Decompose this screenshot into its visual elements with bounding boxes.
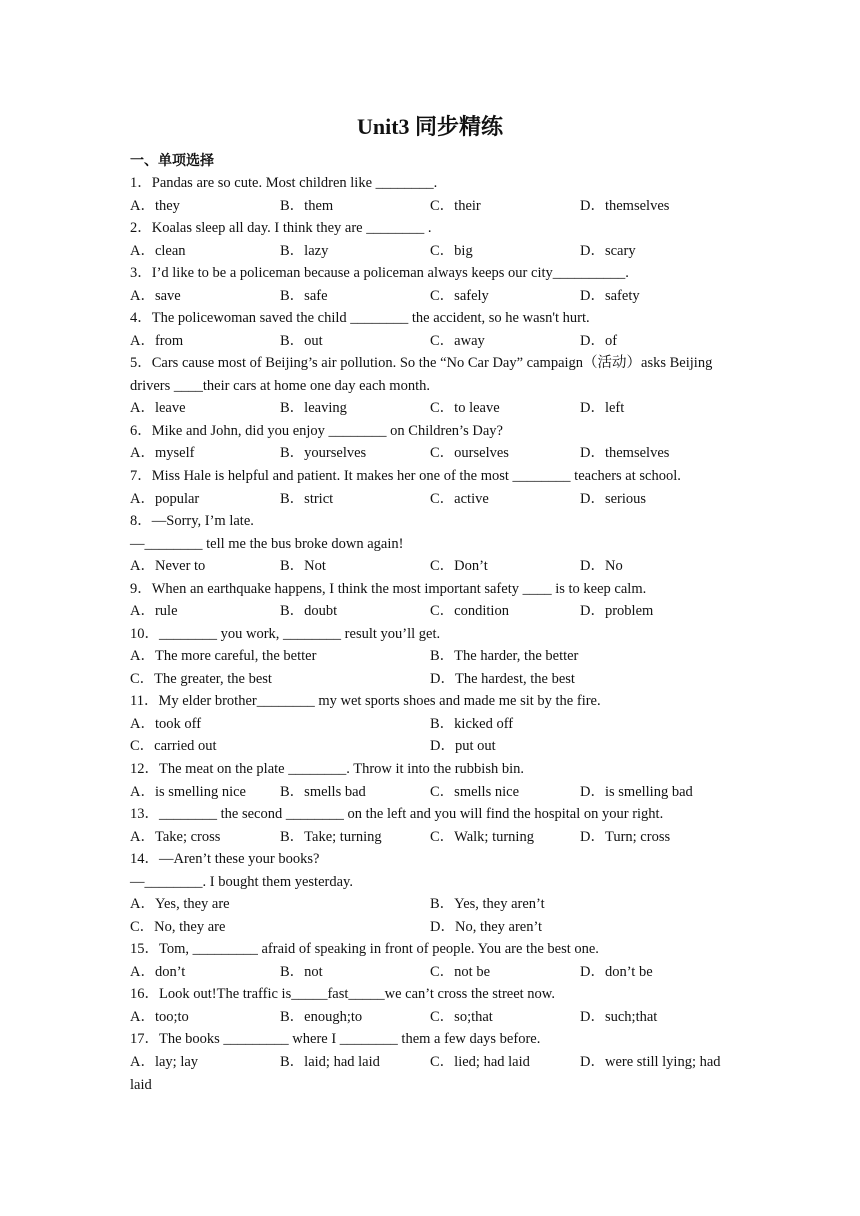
option-a: A．Never to <box>130 558 206 574</box>
question-14-reply: —________. I bought them yesterday. <box>130 874 353 890</box>
question-14: 14．—Aren’t these your books? <box>130 851 320 867</box>
option-b: B．doubt <box>280 603 338 619</box>
option-b: B．leaving <box>280 400 347 416</box>
option-a: A．too;to <box>130 1009 189 1025</box>
option-d: D．No <box>580 558 623 574</box>
option-c: C．so;that <box>430 1009 493 1025</box>
question-12: 12．The meat on the plate ________. Throw it into the rubbish bin. <box>130 761 524 777</box>
option-d: D．problem <box>580 603 654 619</box>
option-b: B．Yes, they aren’t <box>430 896 545 912</box>
option-b: B．them <box>280 198 334 214</box>
option-c: C．away <box>430 333 485 349</box>
option-c: C．smells nice <box>430 784 520 800</box>
option-a: A．Take; cross <box>130 829 221 845</box>
question-2: 2．Koalas sleep all day. I think they are ________ . <box>130 220 432 236</box>
option-b: B．Not <box>280 558 326 574</box>
option-b: B．laid; had laid <box>280 1054 380 1070</box>
option-c: C．safely <box>430 288 489 304</box>
option-c: C．big <box>430 243 473 259</box>
option-a: A．popular <box>130 491 200 507</box>
option-a: A．they <box>130 198 180 214</box>
option-a: A．The more careful, the better <box>130 648 317 664</box>
section-heading: 一、单项选择 <box>130 153 214 169</box>
option-b: B．Take; turning <box>280 829 382 845</box>
option-d: D．Turn; cross <box>580 829 671 845</box>
question-8-reply: —________ tell me the bus broke down again! <box>130 536 404 552</box>
option-d: D．put out <box>430 738 496 754</box>
option-d: D．serious <box>580 491 647 507</box>
option-c: C．condition <box>430 603 509 619</box>
option-c: C．lied; had laid <box>430 1054 530 1070</box>
option-d: D．of <box>580 333 618 349</box>
question-17: 17．The books _________ where I ________ them a few days before. <box>130 1031 541 1047</box>
option-d: D．such;that <box>580 1009 658 1025</box>
option-c: C．The greater, the best <box>130 671 272 687</box>
option-a: A．from <box>130 333 184 349</box>
option-a: A．don’t <box>130 964 186 980</box>
option-b: B．kicked off <box>430 716 514 732</box>
question-1: 1．Pandas are so cute. Most children like ________. <box>130 175 438 191</box>
option-b: B．lazy <box>280 243 329 259</box>
option-a: A．leave <box>130 400 186 416</box>
options-17-continued: laid <box>130 1077 152 1093</box>
option-a: A．Yes, they are <box>130 896 230 912</box>
option-b: B．smells bad <box>280 784 366 800</box>
question-9: 9．When an earthquake happens, I think the most important safety ____ is to keep calm. <box>130 581 647 597</box>
question-16: 16．Look out!The traffic is_____fast_____we can’t cross the street now. <box>130 986 555 1002</box>
option-d: D．themselves <box>580 445 670 461</box>
option-b: B．yourselves <box>280 445 367 461</box>
page-title: Unit3 同步精练 <box>356 114 504 139</box>
option-b: B．out <box>280 333 323 349</box>
option-d: D．were still lying; had <box>580 1054 721 1070</box>
option-b: B．safe <box>280 288 328 304</box>
option-a: A．is smelling nice <box>130 784 246 800</box>
option-c: C．active <box>430 491 489 507</box>
question-3: 3．I’d like to be a policeman because a policeman always keeps our city__________. <box>130 265 629 281</box>
option-c: C．their <box>430 198 481 214</box>
question-5: 5．Cars cause most of Beijing’s air pollution. So the “No Car Day” campaign（活动）asks Beijing <box>130 355 713 371</box>
option-c: C．Walk; turning <box>430 829 534 845</box>
option-d: D．themselves <box>580 198 670 214</box>
question-10: 10．________ you work, ________ result you’ll get. <box>130 626 441 642</box>
question-8: 8．—Sorry, I’m late. <box>130 513 254 529</box>
option-c: C．to leave <box>430 400 500 416</box>
option-a: A．lay; lay <box>130 1054 199 1070</box>
question-7: 7．Miss Hale is helpful and patient. It makes her one of the most ________ teachers at school. <box>130 468 681 484</box>
question-5-continued: drivers ____their cars at home one day each month. <box>130 378 430 394</box>
option-a: A．save <box>130 288 181 304</box>
question-4: 4．The policewoman saved the child ________ the accident, so he wasn't hurt. <box>130 310 590 326</box>
option-d: D．No, they aren’t <box>430 919 543 935</box>
option-d: D．safety <box>580 288 640 304</box>
option-a: A．rule <box>130 603 178 619</box>
option-b: B．enough;to <box>280 1009 363 1025</box>
option-c: C．ourselves <box>430 445 509 461</box>
question-15: 15．Tom, _________ afraid of speaking in front of people. You are the best one. <box>130 941 599 957</box>
option-c: C．Don’t <box>430 558 488 574</box>
option-d: D．The hardest, the best <box>430 671 575 687</box>
option-c: C．No, they are <box>130 919 226 935</box>
option-a: A．clean <box>130 243 186 259</box>
option-d: D．don’t be <box>580 964 653 980</box>
option-b: B．strict <box>280 491 334 507</box>
option-c: C．carried out <box>130 738 217 754</box>
option-b: B．The harder, the better <box>430 648 579 664</box>
option-b: B．not <box>280 964 323 980</box>
option-a: A．myself <box>130 445 195 461</box>
question-6: 6．Mike and John, did you enjoy ________ on Children’s Day? <box>130 423 503 439</box>
question-13: 13．________ the second ________ on the left and you will find the hospital on your right. <box>130 806 664 822</box>
option-d: D．left <box>580 400 625 416</box>
option-d: D．is smelling bad <box>580 784 693 800</box>
option-d: D．scary <box>580 243 636 259</box>
question-11: 11．My elder brother________ my wet sports shoes and made me sit by the fire. <box>130 693 601 709</box>
option-a: A．took off <box>130 716 202 732</box>
option-c: C．not be <box>430 964 491 980</box>
